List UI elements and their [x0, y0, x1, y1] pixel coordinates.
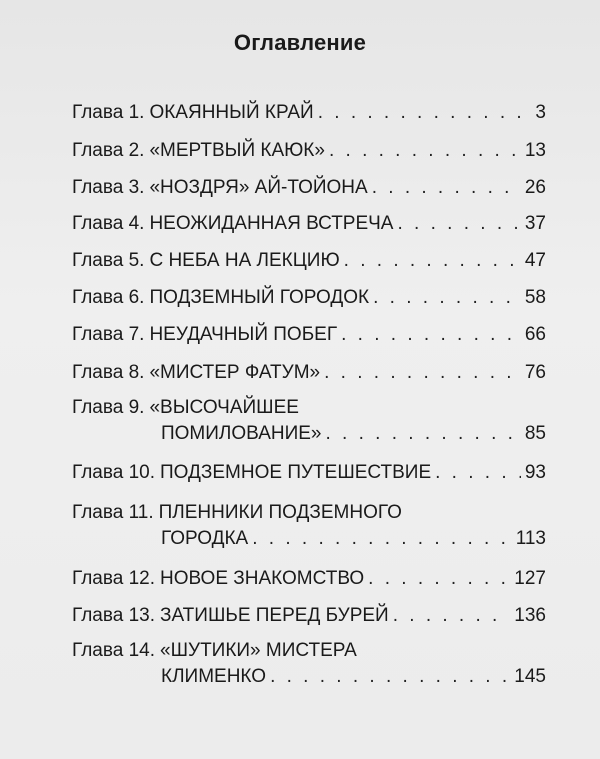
dot-leader: [324, 360, 521, 386]
dot-leader: [329, 138, 521, 164]
chapter-number: Глава 13.: [72, 605, 156, 626]
toc-entry: [72, 100, 546, 126]
dot-leader: [435, 460, 521, 486]
dot-leader: [252, 526, 511, 552]
chapter-title: ОКАЯННЫЙ КРАЙ: [149, 102, 314, 123]
page-number: 127: [514, 568, 546, 589]
chapter-title: «МИСТЕР ФАТУМ»: [149, 362, 321, 383]
chapter-title: «МЕРТВЫЙ КАЮК»: [149, 140, 325, 161]
dot-leader: [326, 421, 521, 447]
chapter-title: НЕОЖИДАННАЯ ВСТРЕЧА: [149, 213, 394, 234]
chapter-number: Глава 9.: [72, 397, 145, 418]
chapter-number: Глава 1.: [72, 102, 145, 123]
toc-entry: [72, 566, 546, 592]
toc-entry: [72, 638, 546, 690]
toc-entry-line: [72, 421, 546, 447]
dot-leader: [368, 566, 510, 592]
page-number: 13: [524, 140, 546, 161]
toc-entry-line: [72, 526, 546, 552]
page-number: 85: [524, 423, 546, 444]
chapter-title-continued: КЛИМЕНКО: [161, 666, 267, 687]
toc-entry-line: [72, 138, 546, 164]
page-number: 145: [514, 666, 546, 687]
toc-entry-line: [72, 664, 546, 690]
chapter-number: Глава 12.: [72, 568, 156, 589]
chapter-title: С НЕБА НА ЛЕКЦИЮ: [149, 250, 340, 271]
dot-leader: [393, 603, 511, 629]
toc-entry: [72, 248, 546, 274]
chapter-number: Глава 14.: [72, 640, 156, 661]
toc-entry: [72, 175, 546, 201]
toc-entry-line: [72, 460, 546, 486]
toc-entry: [72, 603, 546, 629]
toc-entry-line: [72, 285, 546, 311]
chapter-number: Глава 6.: [72, 287, 145, 308]
dot-leader: [373, 285, 521, 311]
toc-entry-line: [72, 603, 546, 629]
page-number: 58: [524, 287, 546, 308]
chapter-number: Глава 3.: [72, 177, 145, 198]
toc-entry-line: [72, 500, 546, 526]
dot-leader: [270, 664, 510, 690]
page-number: 26: [524, 177, 546, 198]
chapter-number: Глава 11.: [72, 502, 154, 523]
toc-entry-line: [72, 360, 546, 386]
chapter-title: ПЛЕННИКИ ПОДЗЕМНОГО: [158, 502, 402, 523]
chapter-title: «ШУТИКИ» МИСТЕРА: [160, 640, 357, 661]
toc-entry-line: [72, 566, 546, 592]
toc-entry: [72, 285, 546, 311]
toc-entry: [72, 138, 546, 164]
toc-entry-line: [72, 638, 546, 664]
chapter-title: ПОДЗЕМНЫЙ ГОРОДОК: [149, 287, 370, 308]
toc-entry: [72, 460, 546, 486]
chapter-number: Глава 4.: [72, 213, 145, 234]
dot-leader: [341, 322, 521, 348]
page-number: 76: [524, 362, 546, 383]
toc-entry: [72, 322, 546, 348]
chapter-title-continued: ГОРОДКА: [161, 528, 249, 549]
toc-entry: [72, 500, 546, 552]
page-number: 66: [524, 324, 546, 345]
chapter-number: Глава 2.: [72, 140, 145, 161]
dot-leader: [318, 100, 532, 126]
page-number: 47: [524, 250, 546, 271]
chapter-number: Глава 8.: [72, 362, 145, 383]
dot-leader: [372, 175, 521, 201]
toc-entry-line: [72, 248, 546, 274]
page-number: 113: [515, 528, 546, 549]
page-number: 136: [514, 605, 546, 626]
toc-entry: [72, 211, 546, 237]
toc-entry: [72, 395, 546, 447]
chapter-number: Глава 10.: [72, 462, 156, 483]
page-number: 37: [524, 213, 546, 234]
page-number: 3: [535, 102, 546, 123]
chapter-title: ЗАТИШЬЕ ПЕРЕД БУРЕЙ: [160, 605, 389, 626]
chapter-number: Глава 7.: [72, 324, 145, 345]
toc-entry-line: [72, 322, 546, 348]
toc-entry: [72, 360, 546, 386]
toc-entry-line: [72, 100, 546, 126]
chapter-title-continued: ПОМИЛОВАНИЕ»: [161, 423, 322, 444]
chapter-title: НЕУДАЧНЫЙ ПОБЕГ: [149, 324, 338, 345]
chapter-number: Глава 5.: [72, 250, 145, 271]
toc-entry-line: [72, 211, 546, 237]
toc-entry-line: [72, 395, 546, 421]
dot-leader: [344, 248, 521, 274]
chapter-title: ПОДЗЕМНОЕ ПУТЕШЕСТВИЕ: [160, 462, 432, 483]
page-number: 93: [524, 462, 546, 483]
toc-title: Оглавление: [233, 30, 367, 55]
dot-leader: [397, 211, 520, 237]
toc-entry-line: [72, 175, 546, 201]
chapter-title: НОВОЕ ЗНАКОМСТВО: [160, 568, 365, 589]
chapter-title: «НОЗДРЯ» АЙ-ТОЙОНА: [149, 177, 368, 198]
chapter-title: «ВЫСОЧАЙШЕЕ: [149, 397, 299, 418]
